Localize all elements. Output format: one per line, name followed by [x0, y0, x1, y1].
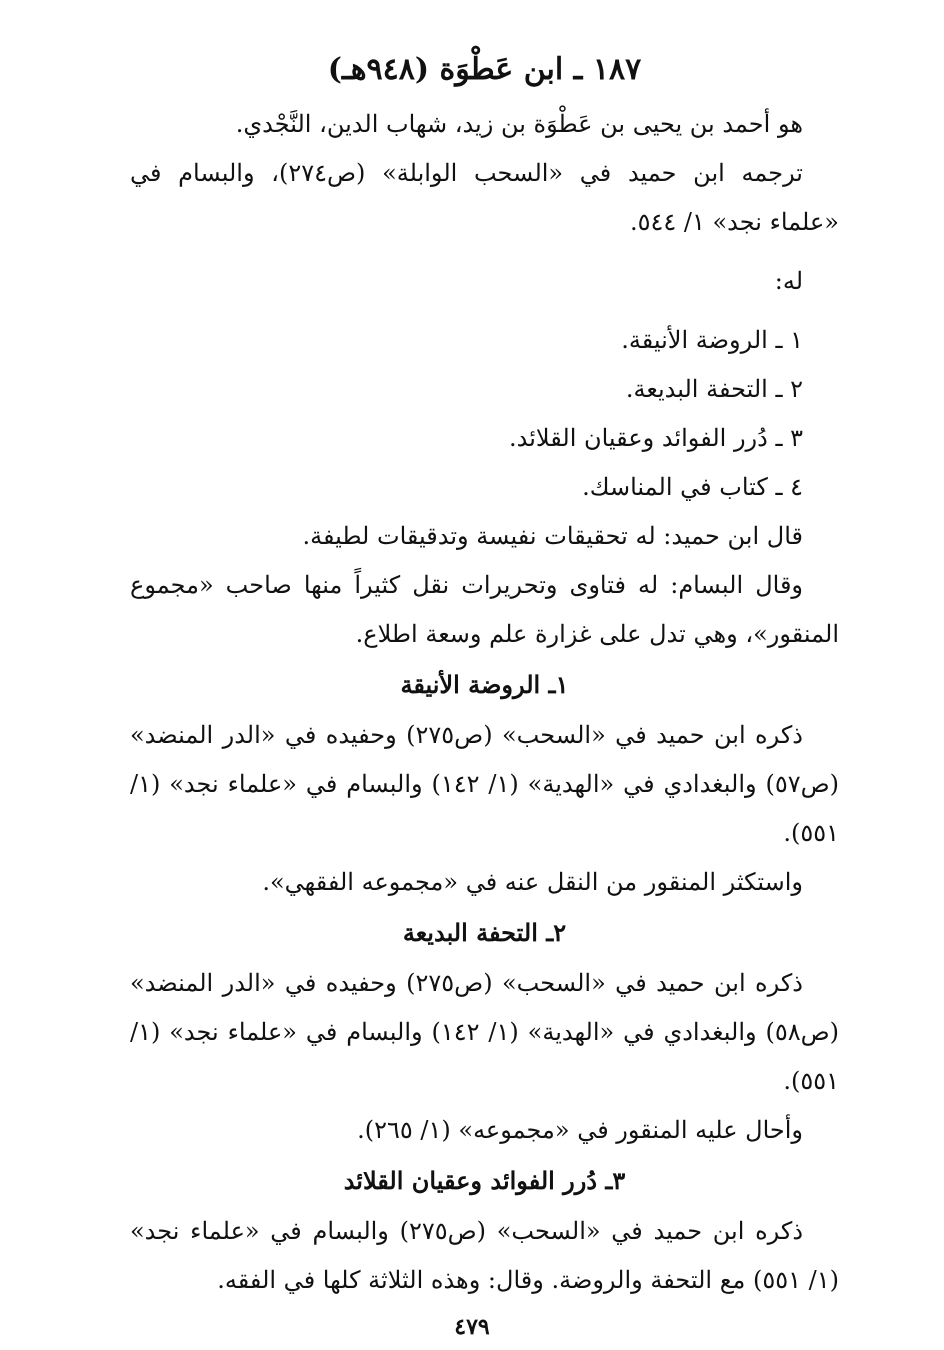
page-number: ٤٧٩: [454, 1314, 490, 1340]
section-paragraph: ذكره ابن حميد في «السحب» (ص٢٧٥) وحفيده في «الدر المنضد» (ص٥٧) والبغدادي في «الهدية» (١/ ١٤٢) والبسام في «علماء نجد» (١/ ٥٥١).: [130, 721, 839, 847]
section-3: [130, 1155, 839, 1305]
section-1: [130, 659, 839, 907]
section-2: [130, 907, 839, 1155]
works-list: [130, 316, 839, 512]
works-list-item: ١ ـ الروضة الأنيقة.: [621, 326, 803, 354]
section-heading: ٣ـ دُرر الفوائد وعقيان القلائد: [343, 1166, 626, 1195]
entry-title: ١٨٧ ـ ابن عَطْوَة (٩٤٨هـ): [327, 52, 642, 87]
section-paragraph: وأحال عليه المنقور في «مجموعه» (١/ ٢٦٥).: [357, 1116, 803, 1144]
works-list-item: ٣ ـ دُرر الفوائد وعقيان القلائد.: [509, 424, 803, 452]
section-heading: ١ـ الروضة الأنيقة: [400, 670, 569, 699]
entry-sources: ترجمه ابن حميد في «السحب الوابلة» (ص٢٧٤)، والبسام في «علماء نجد» ١/ ٥٤٤.: [130, 159, 839, 236]
document-page: [130, 40, 839, 1350]
quote-ibn-humaid: قال ابن حميد: له تحقيقات نفيسة وتدقيقات لطيفة.: [302, 522, 803, 550]
works-list-item: ٢ ـ التحفة البديعة.: [625, 375, 803, 403]
works-label: له:: [774, 267, 803, 295]
section-heading: ٢ـ التحفة البديعة: [402, 918, 567, 947]
section-paragraph: ذكره ابن حميد في «السحب» (ص٢٧٥) وحفيده في «الدر المنضد» (ص٥٨) والبغدادي في «الهدية» (١/ ١٤٢) والبسام في «علماء نجد» (١/ ٥٥١).: [130, 969, 839, 1095]
entry-intro: هو أحمد بن يحيى بن عَطْوَة بن زيد، شهاب الدين، النَّجْدي.: [235, 110, 803, 138]
section-paragraph: واستكثر المنقور من النقل عنه في «مجموعه الفقهي».: [262, 868, 803, 896]
quote-bassam: وقال البسام: له فتاوى وتحريرات نقل كثيراً منها صاحب «مجموع المنقور»، وهي تدل على غزارة علم وسعة اطلاع.: [130, 571, 839, 648]
works-list-item: ٤ ـ كتاب في المناسك.: [582, 473, 803, 501]
section-paragraph: ذكره ابن حميد في «السحب» (ص٢٧٥) والبسام في «علماء نجد» (١/ ٥٥١) مع التحفة والروضة. وقال: وهذه الثلاثة كلها في الفقه.: [130, 1217, 839, 1294]
